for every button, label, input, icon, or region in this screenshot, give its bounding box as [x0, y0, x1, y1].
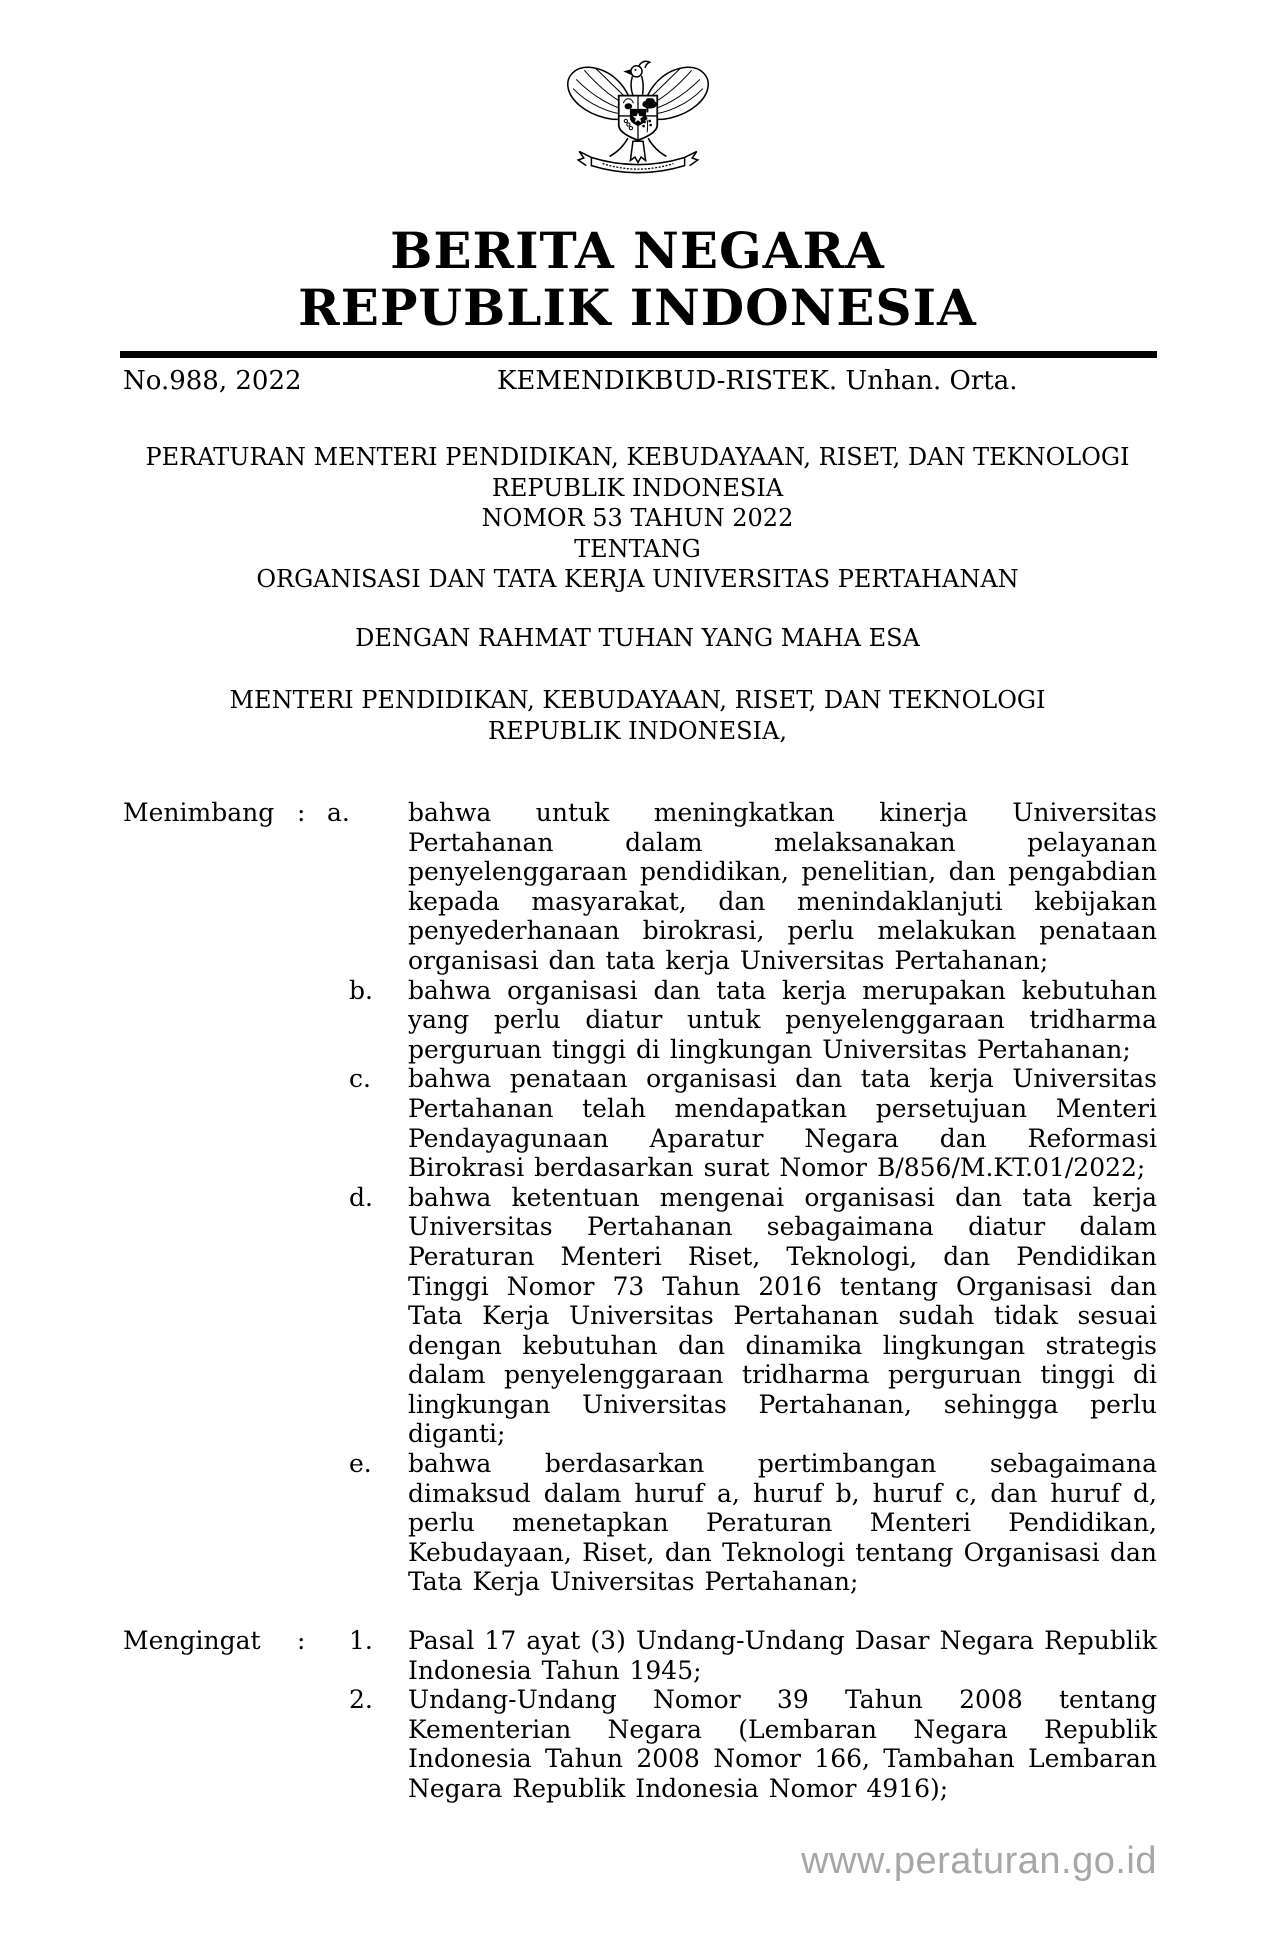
- item-marker: c.: [349, 1064, 371, 1094]
- item-marker: b.: [349, 975, 373, 1005]
- section-colon: :: [297, 1626, 306, 1655]
- item-marker: d.: [349, 1182, 373, 1212]
- authority-line: REPUBLIK INDONESIA,: [488, 716, 787, 745]
- item-text: bahwa ketentuan mengenai organisasi dan tata kerja Universitas Pertahanan sebagaimana diatur dalam Peraturan Menteri Riset, Teknologi, dan Pendidikan Tinggi Nomor 73 Tahun 2016 tentang Organisasi dan Tata Kerja Universitas Pertahanan sudah tidak sesuai dengan kebutuhan dan dinamika lingkungan strategis dalam penyelenggaraan tridharma perguruan tinggi di lingkungan Universitas Pertahanan, sehingga perlu diganti;: [408, 1182, 1157, 1449]
- consideration-item: [123, 1064, 1157, 1182]
- item-text: bahwa berdasarkan pertimbangan sebagaimana dimaksud dalam huruf a, huruf b, huruf c, dan huruf d, perlu menetapkan Peraturan Menteri Pendidikan, Kebudayaan, Riset, dan Teknologi tentang Organisasi dan Tata Kerja Universitas Pertahanan;: [408, 1449, 1157, 1597]
- item-marker: 1.: [349, 1626, 373, 1655]
- regulation-title-line: ORGANISASI DAN TATA KERJA UNIVERSITAS PERTAHANAN: [256, 565, 1019, 594]
- masthead-title-line2: REPUBLIK INDONESIA: [298, 278, 977, 337]
- regulation-title-line: NOMOR 53 TAHUN 2022: [481, 504, 794, 533]
- issue-line: [123, 366, 1157, 396]
- subject-line: KEMENDIKBUD-RISTEK. Unhan. Orta.: [497, 366, 1018, 396]
- item-text: bahwa penataan organisasi dan tata kerja Universitas Pertahanan telah mendapatkan persetujuan Menteri Pendayagunaan Aparatur Negara dan Reformasi Birokrasi berdasarkan surat Nomor B/856/M.KT.01/2022;: [408, 1064, 1157, 1183]
- watermark: www.peraturan.go.id: [801, 1840, 1157, 1882]
- regulation-title-line: PERATURAN MENTERI PENDIDIKAN, KEBUDAYAAN, RISET, DAN TEKNOLOGI: [145, 443, 1130, 471]
- item-text: bahwa untuk meningkatkan kinerja Universitas Pertahanan dalam melaksanakan pelayanan penyelenggaraan pendidikan, penelitian, dan pengabdian kepada masyarakat, dan menindaklanjuti kebijakan penyederhanaan birokrasi, perlu melakukan penataan organisasi dan tata kerja Universitas Pertahanan;: [408, 798, 1157, 975]
- legal-basis-section: [123, 1626, 1157, 1804]
- consideration-item: [123, 798, 1157, 976]
- section-colon: :: [297, 798, 306, 827]
- item-marker: a.: [327, 798, 350, 827]
- issue-number: No.988, 2022: [123, 366, 302, 396]
- authority-line: MENTERI PENDIDIKAN, KEBUDAYAAN, RISET, DAN TEKNOLOGI: [229, 686, 1046, 714]
- regulation-title-line: TENTANG: [574, 534, 701, 563]
- consideration-item: [123, 976, 1157, 1065]
- section-label: Menimbang: [123, 798, 275, 827]
- masthead-title-line1: BERITA NEGARA: [390, 221, 885, 280]
- masthead: [0, 222, 1275, 336]
- authority: [120, 685, 1155, 746]
- consideration-item: [123, 1449, 1157, 1597]
- item-text: Undang-Undang Nomor 39 Tahun 2008 tentang Kementerian Negara (Lembaran Negara Republik Indonesia Tahun 2008 Nomor 166, Tambahan Lembaran Negara Republik Indonesia Nomor 4916);: [408, 1685, 1157, 1803]
- item-marker: e.: [349, 1449, 372, 1479]
- legal-basis-item: [123, 1626, 1157, 1685]
- regulation-title: [120, 442, 1155, 595]
- section-label: Mengingat: [123, 1626, 261, 1655]
- legal-basis-item: [123, 1685, 1157, 1803]
- garuda-pancasila-emblem: [562, 52, 714, 190]
- item-text: Pasal 17 ayat (3) Undang-Undang Dasar Negara Republik Indonesia Tahun 1945;: [408, 1626, 1157, 1685]
- item-marker: 2.: [349, 1685, 373, 1715]
- masthead-divider: [120, 351, 1157, 358]
- consideration-item: [123, 1183, 1157, 1449]
- item-text: bahwa organisasi dan tata kerja merupakan kebutuhan yang perlu diatur untuk penyelenggaraan tridharma perguruan tinggi di lingkungan Universitas Pertahanan;: [408, 975, 1157, 1064]
- regulation-title-line: REPUBLIK INDONESIA: [491, 473, 784, 502]
- considerations-section: [123, 798, 1157, 1597]
- invocation: DENGAN RAHMAT TUHAN YANG MAHA ESA: [355, 624, 920, 652]
